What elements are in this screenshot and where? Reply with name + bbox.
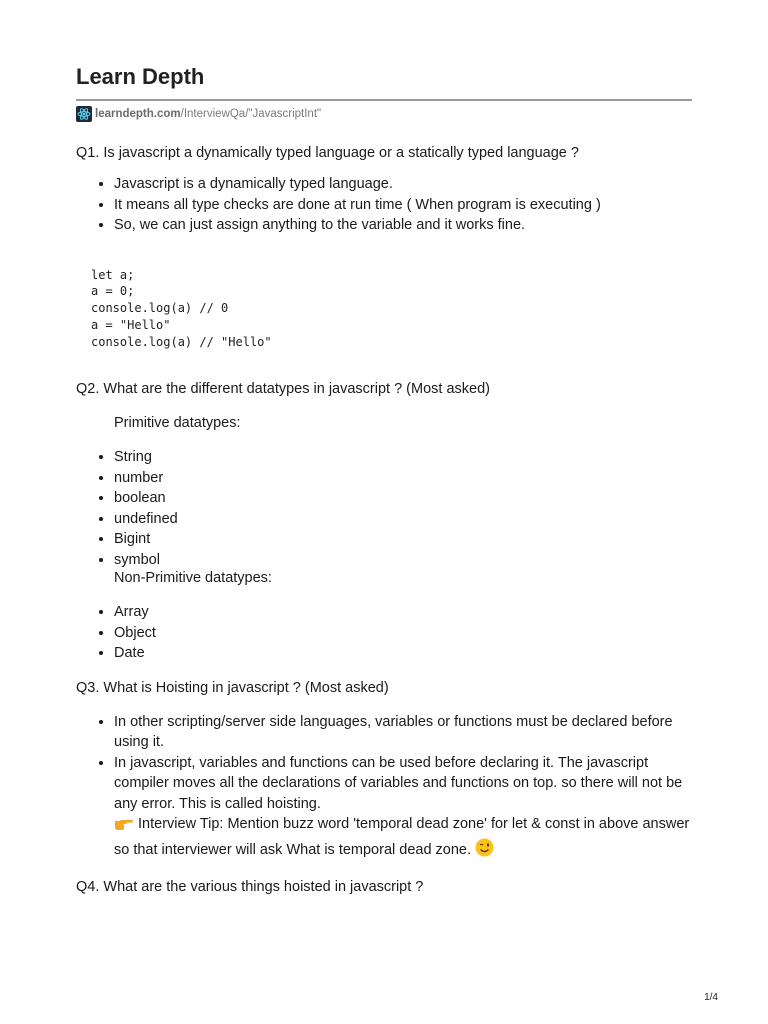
- list-item: • number: [114, 468, 692, 489]
- list-item: • symbol: [114, 550, 692, 571]
- primitive-list: [76, 447, 692, 570]
- winking-face-icon: [475, 838, 494, 864]
- hoisting-explanation: In javascript, variables and functions can be used before declaring it. The javascript compiler moves all the declarations of variables and functions on top. so there will not be any error. This is called hoisting.: [114, 754, 683, 812]
- react-logo-icon: [76, 106, 92, 122]
- code-line: a = "Hello": [91, 317, 171, 332]
- question-3: Q3. What is Hoisting in javascript ? (Most asked): [76, 679, 389, 696]
- list-item: • In other scripting/server side languages, variables or functions must be declared before using it.: [114, 712, 692, 753]
- list-item: • String: [114, 447, 692, 468]
- pointing-hand-icon: [114, 816, 134, 838]
- non-primitive-heading: Non-Primitive datatypes:: [114, 570, 272, 587]
- q1-bullet-list: [76, 174, 692, 236]
- question-4: Q4. What are the various things hoisted in javascript ?: [76, 879, 424, 896]
- question-2: Q2. What are the different datatypes in javascript ? (Most asked): [76, 381, 490, 398]
- list-item: • Bigint: [114, 529, 692, 550]
- non-primitive-list: [76, 602, 692, 664]
- interview-tip: Interview Tip: Mention buzz word 'temporal dead zone' for let & const in above answer so that interviewer will ask What is temporal dead zone.: [114, 816, 690, 858]
- list-item: • So, we can just assign anything to the variable and it works fine.: [114, 215, 692, 236]
- code-line: let a;: [91, 267, 135, 282]
- list-item: • Date: [114, 643, 692, 664]
- list-item: • It means all type checks are done at run time ( When program is executing ): [114, 195, 692, 216]
- question-1: Q1. Is javascript a dynamically typed language or a statically typed language ?: [76, 145, 579, 161]
- code-block: [76, 267, 692, 351]
- document-page: [76, 64, 692, 895]
- code-line: console.log(a) // 0: [91, 301, 229, 316]
- q3-bullet-list: [76, 712, 692, 864]
- list-item: • boolean: [114, 488, 692, 509]
- page-title: Learn Depth: [76, 64, 692, 101]
- page-number: 1/4: [704, 992, 718, 1003]
- source-domain: learndepth.com: [95, 108, 181, 120]
- list-item: • undefined: [114, 509, 692, 530]
- list-item: • Object: [114, 623, 692, 644]
- source-path: /InterviewQa/"JavascriptInt": [180, 108, 322, 120]
- list-item: • Javascript is a dynamically typed language.: [114, 174, 692, 195]
- list-item: [114, 753, 692, 864]
- primitive-heading: Primitive datatypes:: [114, 415, 241, 432]
- code-line: console.log(a) // "Hello": [91, 334, 272, 349]
- list-item: • Array: [114, 602, 692, 623]
- source-link[interactable]: [76, 106, 692, 122]
- code-line: a = 0;: [91, 284, 135, 299]
